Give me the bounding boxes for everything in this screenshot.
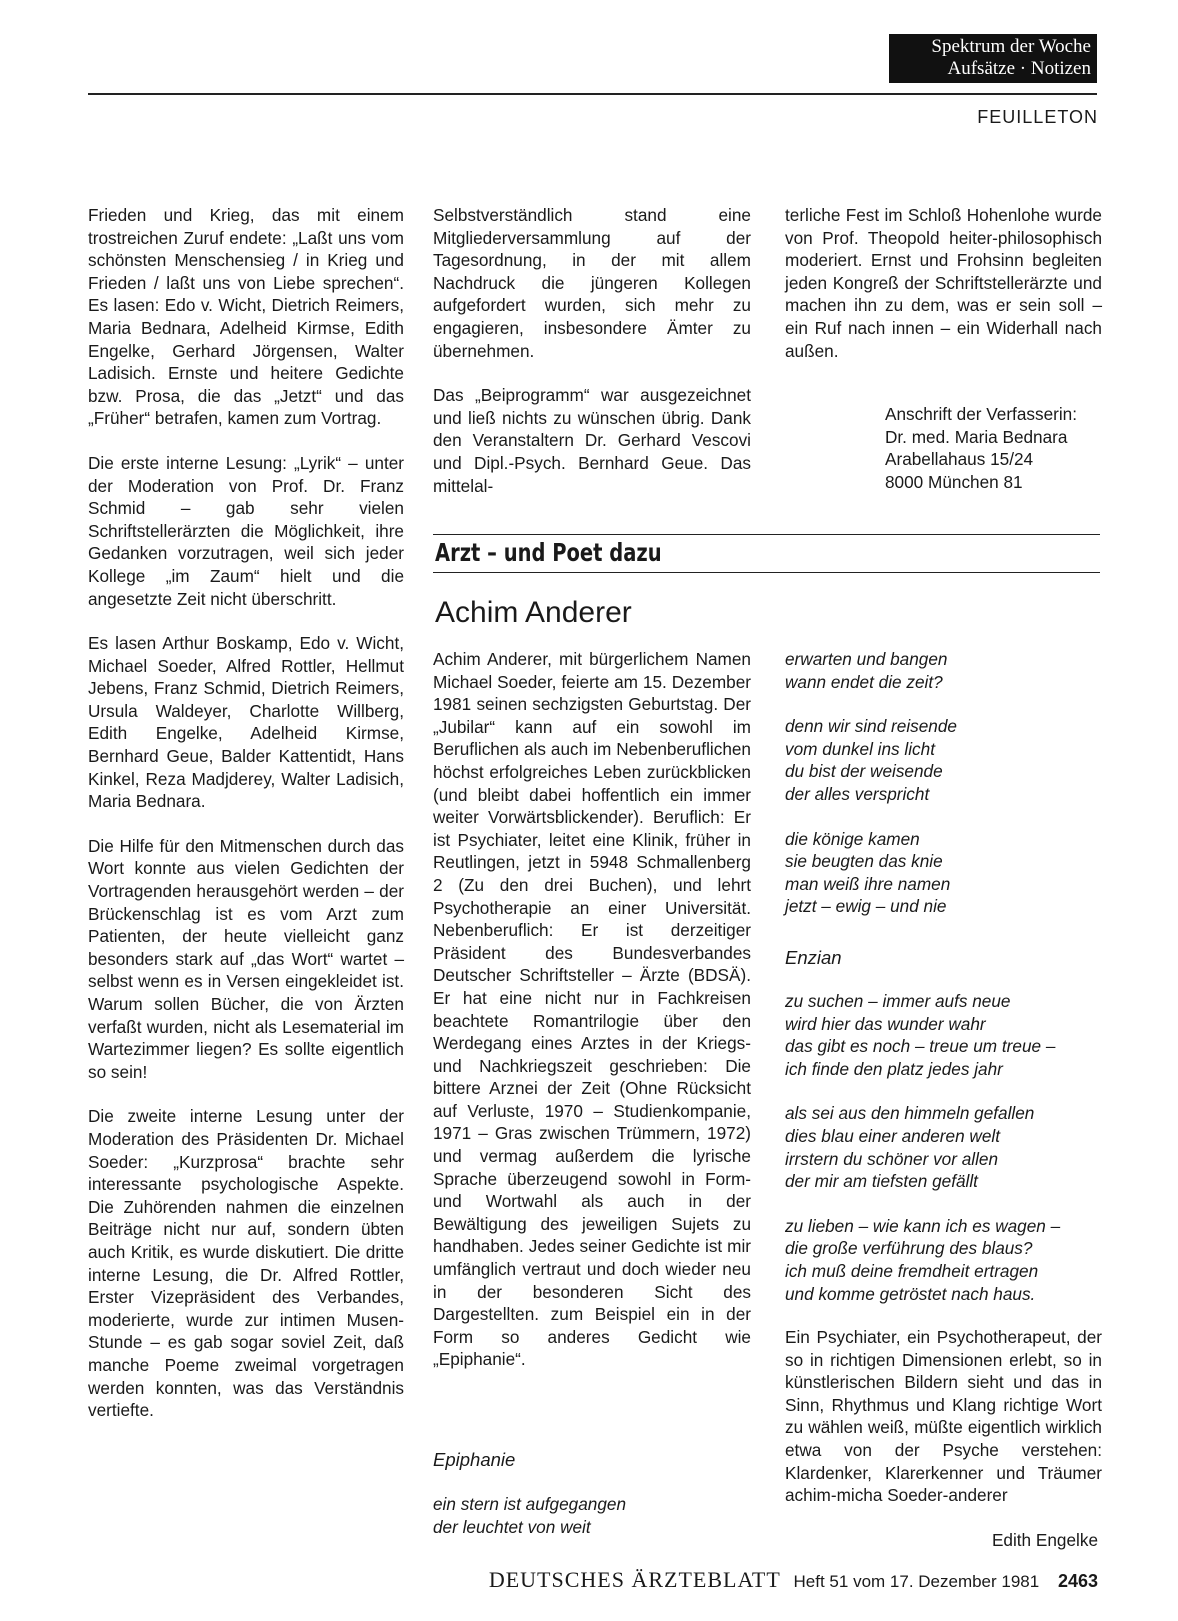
poem-stanza <box>785 1215 1060 1305</box>
rubric-box <box>889 34 1097 83</box>
article-paragraph: Ein Psychiater, ein Psychotherapeut, der so in richtigen Dimensionen erlebt, so in künstlerischen Bildern sieht und das in Sinn, Rhythmus und Klang richtige Wort zu wählen weiß, müßte eigentlich wirklich etwa von der Psyche verstehen: Klardenker, Klarerkenner und Träumer achim-micha Soeder-anderer <box>785 1327 1102 1506</box>
poem-line: vom dunkel ins licht <box>785 738 935 759</box>
report-paragraph: Die zweite interne Lesung unter der Moderation des Präsidenten Dr. Michael Soeder: „Kurzprosa“ brachte sehr interessante psychologische Aspekte. Die Zuhörenden nahmen die einzelnen Beiträge nicht nur auf, sondern übten auch Kritik, es wurde diskutiert. Die dritte interne Lesung, die Dr. Alfred Rottler, Erster Vizepräsident des Verbandes, moderierte, wurde zur intimen Musen-Stunde – es gab sogar soviel Zeit, daß manche Poeme zweimal vorgetragen werden konnten, was das Verständnis vertiefte. <box>88 1106 404 1421</box>
article-author: Achim Anderer <box>435 596 632 629</box>
poem-stanza <box>785 715 957 805</box>
poem-line: dies blau einer anderen welt <box>785 1125 1000 1146</box>
title-rule-top <box>433 534 1100 535</box>
poem-line: der alles verspricht <box>785 783 930 804</box>
poem-enzian <box>785 990 1060 1305</box>
poem-stanza <box>785 990 1060 1080</box>
article-paragraph: Achim Anderer, mit bürgerlichem Namen Michael Soeder, feierte am 15. Dezember 1981 seinen sechzigsten Geburtstag. Der „Jubilar“ kann auf ein sowohl im Beruflichen als auch im Nebenberuflichen höchst erfolgreiches Leben zurückblicken (und bleibt dabei hoffentlich ein immer weiter Vorwärtsblickender). Beruflich: Er ist Psychiater, leitet eine Klinik, früher in Reutlingen, jetzt in 5948 Schmallenberg 2 (Zu den drei Buchen), und lehrt Psychotherapie an einer Universität. Nebenberuflich: Er ist derzeitiger Präsident des Bundesverbandes Deutscher Schriftsteller – Ärzte (BDSÄ). Er hat eine nicht nur in Fachkreisen beachtete Romantrilogie über den Werdegang eines Arztes in der Kriegs- und Nachkriegszeit geschrieben: Die bittere Arznei der Zeit (Ohne Rücksicht auf Verluste, 1970 – Studienkompanie, 1971 – Gras zwischen Trümmern, 1972) und vermag außerdem die lyrische Sprache überzeugend sowohl in Form- und Wortwahl als auch in der Bewältigung des jeweiligen Sujets zu handhaben. Jedes seiner Gedichte ist mir umfänglich vertraut und doch wieder neu in der besonderen Sicht des Dargestellten. zum Beispiel ein in der Form so anderes Gedicht wie „Epiphanie“. <box>433 649 751 1370</box>
poem-epiphanie-start <box>433 1493 626 1538</box>
report-column-2 <box>433 204 751 497</box>
report-paragraph: Frieden und Krieg, das mit einem trostreichen Zuruf endete: „Laßt uns vom schönsten Menschensieg / in Krieg und Frieden / laßt uns von Liebe sprechen“. Es lasen: Edo v. Wicht, Dietrich Reimers, Maria Bednara, Adelheid Kirmse, Edith Engelke, Gerhard Jörgensen, Walter Ladisich. Ernste und heitere Gedichte bzw. Prosa, die das „Jetzt“ und das „Früher“ betrafen, kamen zum Vortrag. <box>88 205 404 429</box>
poem-stanza <box>785 828 957 918</box>
poem-stanza <box>785 648 957 693</box>
report-paragraph: Das „Beiprogramm“ war ausgezeichnet und ließ nichts zu wünschen übrig. Dank den Veranstaltern Dr. Gerhard Vescovi und Dipl.-Psych. Bernhard Geue. Das mittelal- <box>433 385 751 496</box>
address-line: Arabellahaus 15/24 <box>885 449 1034 470</box>
issue-info: Heft 51 vom 17. Dezember 1981 <box>793 1572 1040 1591</box>
article-signature: Edith Engelke <box>991 1530 1098 1550</box>
address-line: Dr. med. Maria Bednara <box>885 426 1068 447</box>
poem-line: die große verführung des blaus? <box>785 1238 1033 1259</box>
poem-line: zu suchen – immer aufs neue <box>785 991 1011 1011</box>
address-line: Anschrift der Verfasserin: <box>885 404 1078 424</box>
poem-line: du bist der weisende <box>785 761 943 782</box>
report-paragraph: Es lasen Arthur Boskamp, Edo v. Wicht, Michael Soeder, Alfred Rottler, Hellmut Jebens, Franz Schmid, Dietrich Reimers, Ursula Waldeyer, Charlotte Willberg, Edith Engelke, Adelheid Kirmse, Bernhard Geue, Balder Kattentidt, Hans Kinkel, Reza Madjderey, Walter Ladisich, Maria Bednara. <box>88 633 404 812</box>
rubric-line-1: Spektrum der Woche <box>931 36 1091 57</box>
page-number: 2463 <box>1057 1571 1098 1591</box>
report-paragraph: terliche Fest im Schloß Hohenlohe wurde von Prof. Theopold heiter-philosophisch moderiert. Ernst und Frohsinn begleiten jeden Kongreß der Schriftstellerärzte und machen ihn zu dem, was er sein soll – ein Ruf nach innen – ein Widerhall nach außen. <box>785 205 1102 361</box>
report-column-1 <box>88 204 404 1422</box>
journal-name: DEUTSCHES ÄRZTEBLATT <box>488 1567 781 1592</box>
poem-stanza <box>785 1102 1060 1192</box>
poem-stanza <box>433 1493 626 1538</box>
poem-title-epiphanie: Epiphanie <box>433 1449 516 1470</box>
poem-line: denn wir sind reisende <box>785 716 957 737</box>
poem-title-enzian: Enzian <box>785 947 842 968</box>
poem-line: irrstern du schöner vor allen <box>785 1148 999 1169</box>
address-line: 8000 München 81 <box>885 471 1023 492</box>
poem-line: wann endet die zeit? <box>785 671 943 692</box>
report-paragraph: Die Hilfe für den Mitmenschen durch das Wort konnte aus vielen Gedichten der Vortragenden herausgehört werden – der Brückenschlag ist es vom Arzt zum Patienten, der heute vielleicht ganz besonders stark auf „das Wort“ wartet – selbst wenn es in Versen eingekleidet ist. Warum sollen Bücher, die von Ärzten verfaßt wurden, nicht als Lesematerial im Wartezimmer liegen? Es sollte eigentlich so sein! <box>88 835 404 1082</box>
report-paragraph: Die erste interne Lesung: „Lyrik“ – unter der Moderation von Prof. Dr. Franz Schmid – gab sehr vielen Schriftstellerärzten die Möglichkeit, ihre Gedanken vorzutragen, weil sich jeder Kollege „im Zaum“ hielt und die angesetzte Zeit nicht überschritt. <box>88 452 404 609</box>
title-rule-bottom <box>433 572 1100 573</box>
page-footer <box>489 1567 1098 1593</box>
poem-line: das gibt es noch – treue um treue – <box>785 1036 1056 1057</box>
author-address <box>885 403 1077 493</box>
poem-line: und komme getröstet nach haus. <box>785 1283 1036 1304</box>
article-column-left <box>433 648 751 1371</box>
poem-line: sie beugten das knie <box>785 851 943 872</box>
article-column-right <box>785 1326 1102 1507</box>
poem-line: zu lieben – wie kann ich es wagen – <box>785 1215 1061 1236</box>
poem-line: ich finde den platz jedes jahr <box>785 1058 1003 1079</box>
poem-line: der leuchtet von weit <box>433 1516 591 1537</box>
report-column-3 <box>785 204 1102 362</box>
poem-line: man weiß ihre namen <box>785 873 951 894</box>
poem-line: wird hier das wunder wahr <box>785 1013 986 1034</box>
rubric-line-2: Aufsätze · Notizen <box>947 58 1091 79</box>
poem-line: ich muß deine fremdheit ertragen <box>785 1260 1039 1281</box>
report-paragraph: Selbstverständlich stand eine Mitgliederversammlung auf der Tagesordnung, in der mit allem Nachdruck die jüngeren Kollegen aufgefordert wurden, sich mehr zu engagieren, insbesondere Ämter zu übernehmen. <box>433 205 751 361</box>
section-label: FEUILLETON <box>977 107 1098 127</box>
header-rule <box>88 93 1097 95</box>
poem-epiphanie-continued <box>785 648 957 918</box>
poem-line: ein stern ist aufgegangen <box>433 1494 627 1514</box>
article-title: Arzt – und Poet dazu <box>435 538 662 567</box>
poem-line: der mir am tiefsten gefällt <box>785 1171 978 1192</box>
poem-line: als sei aus den himmeln gefallen <box>785 1103 1035 1124</box>
poem-line: die könige kamen <box>785 828 920 849</box>
poem-line: erwarten und bangen <box>785 649 948 669</box>
poem-line: jetzt – ewig – und nie <box>785 896 947 917</box>
